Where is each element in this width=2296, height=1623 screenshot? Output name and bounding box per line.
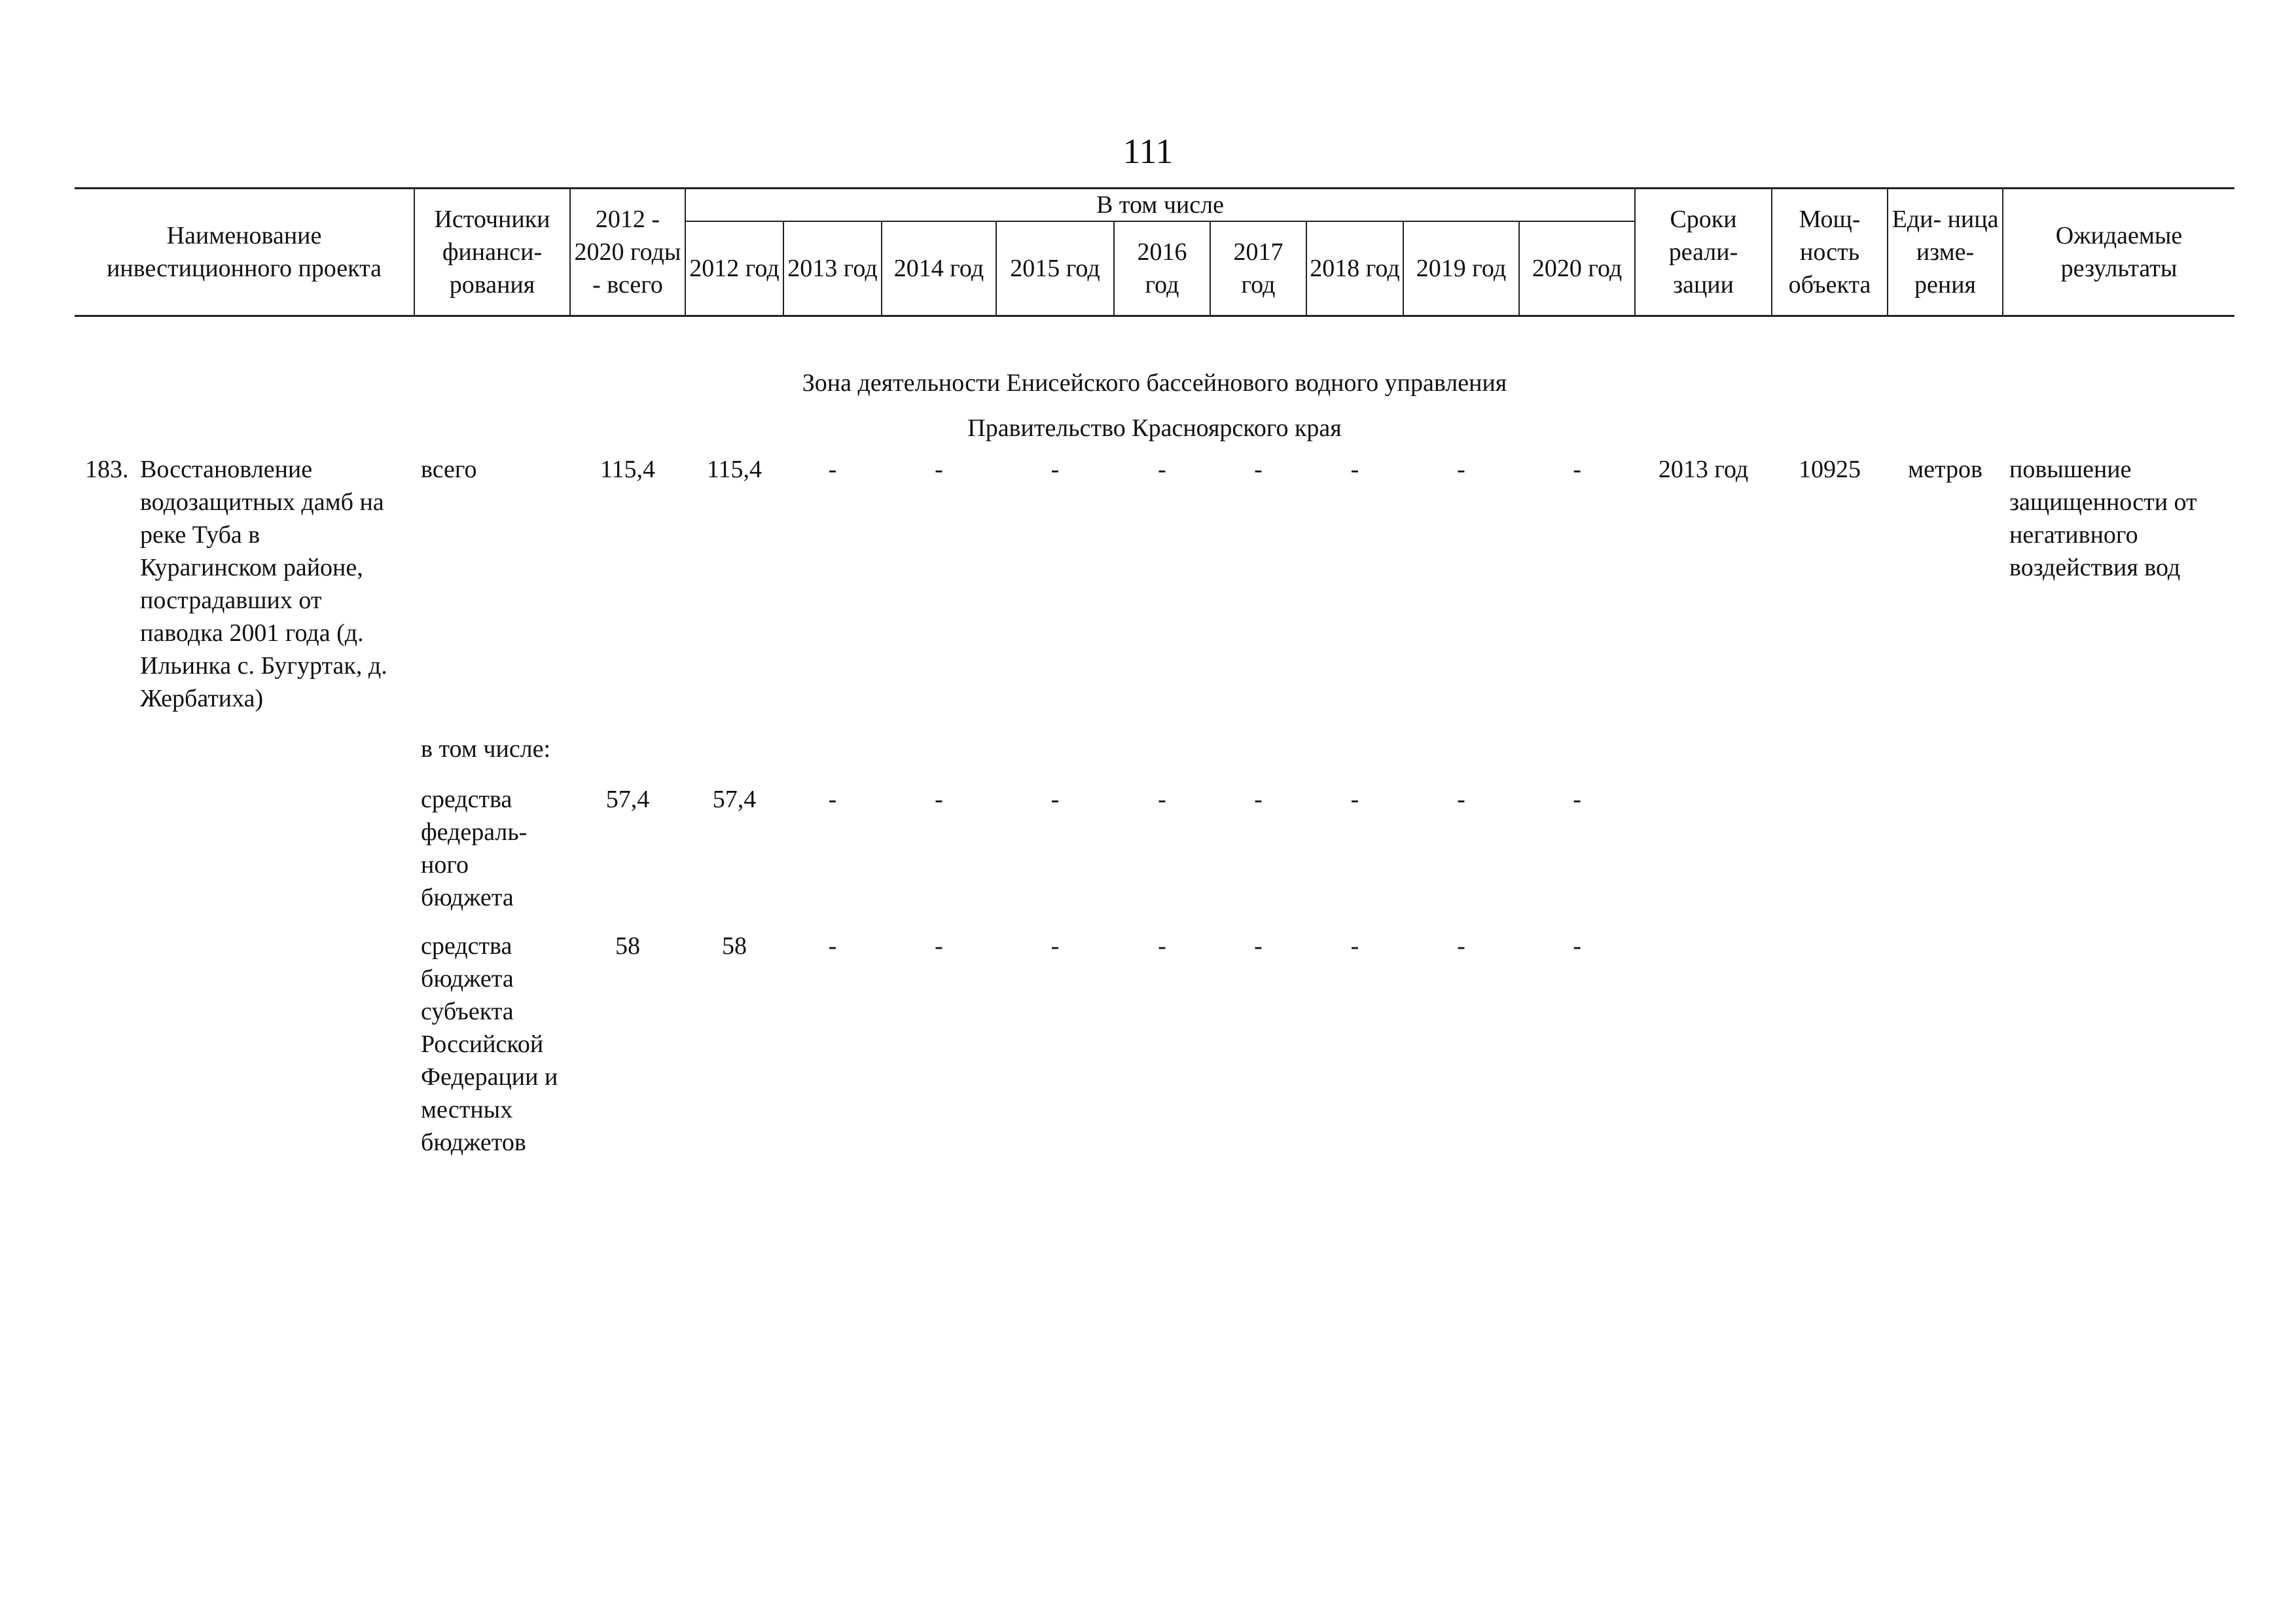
project-2017: - [1254,456,1263,483]
regional-source: средства бюджета субъекта Российской Федерации и местных бюджетов [421,932,558,1156]
project-2016: - [1158,456,1166,483]
regional-2015: - [1050,932,1060,960]
including-row [75,731,2234,767]
regional-2014: - [935,932,943,960]
project-cell [75,453,414,715]
header-unit: Еди- ница изме- рения [1888,189,2003,316]
header-year-2015: 2015 год [996,221,1114,316]
regional-2012: 58 [722,932,747,960]
regional-2013: - [828,932,837,960]
federal-total: 57,4 [605,786,650,813]
page-number: 111 [1122,132,1174,171]
header-terms: Сроки реали- зации [1635,189,1772,316]
federal-2019: - [1457,786,1465,813]
federal-2018: - [1350,786,1359,813]
federal-2013: - [828,786,837,813]
header-year-2016: 2016 год [1114,221,1210,316]
project-2013: - [828,456,837,483]
regional-total: 58 [615,932,640,960]
regional-2016: - [1158,932,1166,960]
project-source: всего [421,456,477,483]
project-2012: 115,4 [706,456,762,483]
regional-2020: - [1573,932,1581,960]
federal-2017: - [1254,786,1263,813]
zone-row [75,350,2234,403]
federal-2015: - [1050,786,1060,813]
federal-2020: - [1573,786,1581,813]
header-year-2014: 2014 год [882,221,996,316]
project-unit: метров [1908,456,1982,483]
project-total: 115,4 [600,456,656,483]
table-row [75,783,2234,914]
project-2020: - [1573,456,1581,483]
header-year-2013: 2013 год [783,221,882,316]
header-name: Наименование инвестиционного проекта [75,189,414,316]
regional-2017: - [1254,932,1263,960]
table-header [75,189,2234,316]
header-year-2019: 2019 год [1403,221,1519,316]
header-results: Ожидаемые результаты [2003,189,2234,316]
federal-2016: - [1158,786,1166,813]
header-year-2012: 2012 год [685,221,783,316]
project-name: Восстановление водозащитных дамб на реке Туба в Курагинском районе, пострадавших от паводка 2001 года (д. Ильинка с. Бугуртак, д. Жербатиха) [140,456,387,712]
header-sources: Источники финанси- рования [414,189,570,316]
organization-row [75,403,2234,453]
project-terms: 2013 год [1658,456,1749,483]
federal-2012: 57,4 [712,786,757,813]
table-row [75,930,2234,1159]
header-total: 2012 - 2020 годы - всего [570,189,685,316]
project-2019: - [1457,456,1465,483]
header-year-2018: 2018 год [1306,221,1403,316]
zone-heading: Зона деятельности Енисейского бассейнового водного управления [802,369,1507,397]
project-capacity: 10925 [1799,456,1861,483]
project-2015: - [1050,456,1060,483]
header-capacity: Мощ- ность объекта [1772,189,1888,316]
table-body [75,316,2234,1159]
project-2018: - [1350,456,1359,483]
federal-source: средства федераль- ного бюджета [421,786,528,911]
project-number: 183. [85,456,129,483]
regional-2018: - [1350,932,1359,960]
project-2014: - [935,456,943,483]
header-including: В том числе [685,189,1635,222]
including-label: в том числе: [421,735,551,763]
header-year-2020: 2020 год [1519,221,1635,316]
project-results: повышение защищенности от негативного воздействия вод [2009,456,2197,581]
table-row [75,453,2234,715]
header-year-2017: 2017 год [1210,221,1306,316]
regional-2019: - [1457,932,1465,960]
federal-2014: - [935,786,943,813]
organization-heading: Правительство Красноярского края [967,414,1342,442]
investment-table [75,187,2234,1159]
